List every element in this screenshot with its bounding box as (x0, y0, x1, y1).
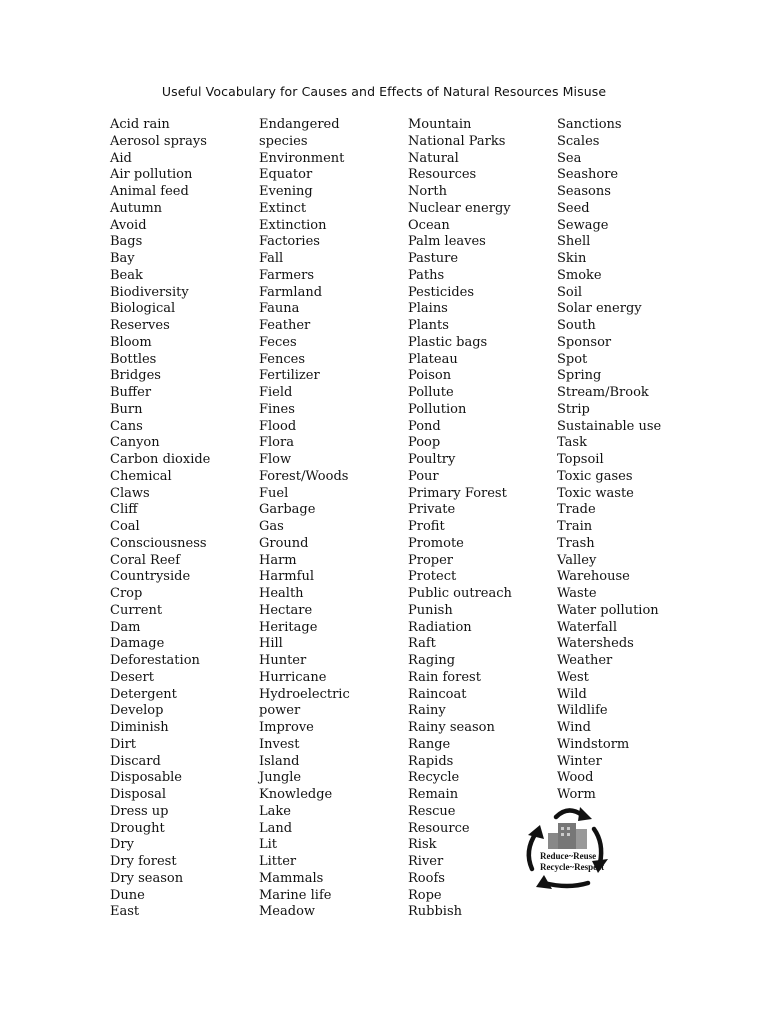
vocabulary-word: Health (259, 586, 304, 601)
vocabulary-word: Biological (110, 301, 176, 317)
vocabulary-word: Wildlife (557, 703, 608, 719)
vocabulary-word: Biodiversity (110, 284, 189, 300)
vocabulary-word: Raging (408, 653, 456, 668)
vocabulary-word: Promote (408, 535, 464, 551)
vocabulary-word: Mammals (259, 870, 324, 886)
vocabulary-word: Seasons (557, 184, 611, 199)
vocabulary-word: Improve (259, 720, 314, 735)
vocabulary-word: Garbage (259, 502, 316, 518)
vocabulary-word: Solar energy (557, 301, 642, 317)
vocabulary-word: Desert (110, 669, 154, 685)
vocabulary-word: South (557, 318, 596, 333)
vocabulary-word: National Parks (408, 133, 506, 149)
vocabulary-word: Task (557, 435, 587, 451)
vocabulary-word: Natural (408, 150, 459, 166)
vocabulary-word: Smoke (557, 267, 602, 283)
vocabulary-word: Seashore (557, 167, 619, 183)
vocabulary-word: Dirt (110, 736, 137, 752)
vocabulary-word: Dry (110, 837, 134, 853)
vocabulary-column-4 (557, 117, 661, 804)
vocabulary-word: Winter (557, 753, 602, 769)
vocabulary-word: Feather (259, 318, 311, 333)
vocabulary-word: Damage (110, 636, 165, 652)
vocabulary-word: Fertilizer (259, 368, 320, 384)
vocabulary-word: Mountain (408, 117, 472, 132)
vocabulary-word: Factories (259, 234, 320, 250)
vocabulary-word: Range (408, 736, 451, 752)
vocabulary-word: Waste (557, 586, 597, 601)
vocabulary-word: Plants (408, 318, 449, 333)
recycle-logo (518, 803, 618, 889)
vocabulary-word: Lake (259, 803, 291, 819)
vocabulary-word: Weather (557, 653, 613, 668)
vocabulary-word: Bags (110, 234, 143, 250)
vocabulary-word: Worm (557, 787, 596, 802)
vocabulary-word: Land (259, 820, 293, 836)
vocabulary-word: Knowledge (259, 787, 333, 802)
vocabulary-word: Endangered (259, 117, 340, 132)
vocabulary-word: Lit (259, 837, 278, 853)
vocabulary-word: River (408, 854, 444, 869)
vocabulary-word: Reserves (110, 318, 170, 333)
vocabulary-word: Extinct (259, 200, 307, 216)
vocabulary-word: Dam (110, 619, 141, 635)
vocabulary-word: Topsoil (557, 452, 604, 467)
vocabulary-word: Aid (110, 150, 132, 166)
vocabulary-word: species (259, 133, 308, 149)
vocabulary-word: Fauna (259, 301, 300, 317)
vocabulary-word: Watersheds (557, 636, 634, 652)
vocabulary-word: Crop (110, 586, 143, 601)
logo-text-line-2: Recycle~Respect (540, 862, 605, 872)
vocabulary-word: Remain (408, 787, 459, 802)
vocabulary-word: Recycle (408, 770, 460, 786)
vocabulary-word: Hurricane (259, 669, 327, 685)
vocabulary-word: Plastic bags (408, 334, 488, 350)
vocabulary-word: Aerosol sprays (110, 133, 207, 149)
vocabulary-word: Ground (259, 535, 309, 551)
vocabulary-word: Chemical (110, 468, 172, 484)
vocabulary-word: Flood (259, 418, 297, 434)
vocabulary-word: Hunter (259, 653, 307, 668)
vocabulary-word: Fines (259, 401, 295, 417)
vocabulary-word: Raft (408, 636, 436, 652)
vocabulary-word: Toxic gases (557, 468, 633, 484)
vocabulary-word: Public outreach (408, 586, 512, 601)
vocabulary-word: Water pollution (557, 602, 659, 618)
vocabulary-word: Seed (557, 200, 590, 216)
vocabulary-word: Poison (408, 368, 452, 384)
vocabulary-word: Acid rain (110, 117, 170, 132)
vocabulary-word: Feces (259, 334, 297, 350)
vocabulary-word: Pasture (408, 251, 459, 266)
vocabulary-word: Fences (259, 351, 306, 367)
vocabulary-word: Toxic waste (557, 485, 634, 501)
vocabulary-word: Autumn (110, 200, 163, 216)
vocabulary-word: Punish (408, 602, 453, 618)
page-title: Useful Vocabulary for Causes and Effects of Natural Resources Misuse (161, 84, 607, 99)
vocabulary-word: Gas (259, 519, 284, 534)
vocabulary-word: Train (557, 519, 593, 534)
vocabulary-word: Pollute (408, 385, 454, 400)
vocabulary-word: Rope (408, 887, 442, 903)
vocabulary-word: Rubbish (408, 904, 463, 920)
vocabulary-word: Island (259, 753, 300, 769)
vocabulary-word: Strip (557, 401, 590, 417)
vocabulary-word: Cliff (110, 502, 138, 518)
vocabulary-word: Pollution (408, 401, 467, 417)
vocabulary-word: Plateau (408, 351, 458, 367)
vocabulary-word: Litter (259, 854, 297, 869)
vocabulary-word: Primary Forest (408, 485, 507, 501)
vocabulary-word: Bay (110, 251, 135, 266)
vocabulary-word: Sewage (557, 217, 609, 233)
vocabulary-word: Sustainable use (557, 418, 662, 434)
vocabulary-word: Coral Reef (110, 552, 181, 568)
vocabulary-word: Disposal (110, 787, 166, 802)
vocabulary-word: Burn (110, 401, 143, 417)
vocabulary-word: Environment (259, 150, 345, 166)
vocabulary-word: Poop (408, 435, 441, 451)
vocabulary-word: Spot (557, 351, 588, 367)
vocabulary-word: Harm (259, 552, 297, 568)
vocabulary-word: Carbon dioxide (110, 452, 211, 467)
vocabulary-word: Windstorm (557, 736, 630, 752)
vocabulary-word: Paths (408, 267, 445, 283)
vocabulary-word: Warehouse (557, 569, 630, 585)
vocabulary-word: Drought (110, 820, 165, 836)
vocabulary-word: Jungle (259, 770, 302, 786)
vocabulary-word: Evening (259, 184, 313, 199)
vocabulary-word: East (110, 904, 140, 920)
city-buildings-icon (548, 823, 587, 849)
vocabulary-word: West (557, 669, 589, 685)
vocabulary-word: Pesticides (408, 284, 475, 300)
vocabulary-word: Field (259, 385, 293, 400)
vocabulary-word: Resources (408, 167, 477, 183)
vocabulary-word: Sea (557, 150, 582, 166)
vocabulary-word: Poultry (408, 452, 456, 467)
vocabulary-word: Fuel (259, 485, 289, 501)
vocabulary-word: Skin (557, 251, 587, 266)
vocabulary-word: Bridges (110, 368, 161, 384)
vocabulary-word: Diminish (110, 720, 169, 735)
vocabulary-word: Consciousness (110, 535, 207, 551)
vocabulary-word: Resource (408, 820, 470, 836)
vocabulary-word: Meadow (259, 904, 316, 920)
vocabulary-word: Scales (557, 133, 600, 149)
vocabulary-word: Bottles (110, 351, 157, 367)
vocabulary-word: Proper (408, 552, 454, 568)
vocabulary-word: Harmful (259, 569, 314, 585)
vocabulary-word: Rapids (408, 753, 454, 769)
vocabulary-word: Shell (557, 234, 591, 250)
vocabulary-word: Nuclear energy (408, 200, 511, 216)
vocabulary-word: Forest/Woods (259, 468, 349, 484)
vocabulary-word: Ocean (408, 217, 450, 233)
vocabulary-word: Claws (110, 485, 150, 501)
vocabulary-word: Radiation (408, 619, 472, 635)
vocabulary-word: Disposable (110, 770, 182, 786)
vocabulary-word: Roofs (408, 870, 445, 886)
vocabulary-word: Air pollution (110, 167, 193, 183)
vocabulary-word: Soil (557, 284, 583, 300)
vocabulary-word: Coal (110, 519, 140, 534)
vocabulary-word: Private (408, 502, 456, 518)
vocabulary-word: Palm leaves (408, 234, 486, 250)
vocabulary-word: Flow (259, 452, 292, 467)
vocabulary-word: Extinction (259, 217, 327, 233)
vocabulary-word: power (259, 703, 301, 719)
vocabulary-word: Pond (408, 418, 441, 434)
vocabulary-word: Hydroelectric (259, 686, 350, 702)
vocabulary-word: Detergent (110, 686, 177, 702)
vocabulary-word: Cans (110, 418, 143, 434)
vocabulary-word: North (408, 184, 448, 199)
vocabulary-word: Sponsor (557, 334, 612, 350)
vocabulary-word: Rescue (408, 803, 456, 819)
vocabulary-word: Deforestation (110, 653, 200, 668)
vocabulary-word: Risk (408, 837, 437, 853)
vocabulary-word: Develop (110, 703, 164, 719)
vocabulary-word: Rainy (408, 703, 446, 719)
vocabulary-word: Sanctions (557, 117, 622, 132)
vocabulary-word: Raincoat (408, 686, 467, 702)
vocabulary-column-3 (408, 117, 512, 921)
vocabulary-word: Wild (557, 686, 587, 702)
vocabulary-word: Farmers (259, 267, 315, 283)
vocabulary-word: Flora (259, 435, 294, 451)
vocabulary-word: Dress up (110, 803, 169, 819)
vocabulary-word: Wood (557, 770, 594, 786)
vocabulary-word: Trade (557, 502, 596, 518)
vocabulary-word: Discard (110, 753, 161, 769)
vocabulary-word: Protect (408, 569, 457, 585)
vocabulary-word: Buffer (110, 385, 152, 400)
vocabulary-word: Plains (408, 301, 448, 317)
vocabulary-word: Dry forest (110, 854, 177, 869)
vocabulary-word: Animal feed (110, 184, 189, 199)
vocabulary-word: Heritage (259, 619, 318, 635)
vocabulary-column-1 (110, 117, 210, 921)
vocabulary-word: Invest (259, 736, 300, 752)
vocabulary-word: Wind (557, 720, 591, 735)
vocabulary-word: Trash (557, 535, 595, 551)
vocabulary-word: Waterfall (557, 619, 617, 635)
vocabulary-word: Beak (110, 267, 143, 283)
vocabulary-word: Farmland (259, 284, 323, 300)
vocabulary-word: Stream/Brook (557, 385, 649, 400)
vocabulary-word: Equator (259, 167, 313, 183)
vocabulary-word: Canyon (110, 435, 160, 451)
logo-text-line-1: Reduce~Reuse (540, 851, 597, 861)
vocabulary-word: Dune (110, 887, 145, 903)
vocabulary-word: Valley (557, 552, 597, 568)
vocabulary-column-2 (259, 117, 350, 921)
vocabulary-word: Countryside (110, 569, 191, 585)
vocabulary-word: Fall (259, 251, 284, 266)
vocabulary-word: Rain forest (408, 669, 481, 685)
vocabulary-word: Rainy season (408, 720, 495, 735)
vocabulary-word: Profit (408, 519, 445, 534)
vocabulary-word: Pour (408, 468, 439, 484)
vocabulary-word: Hectare (259, 602, 313, 618)
vocabulary-word: Bloom (110, 334, 152, 350)
vocabulary-word: Spring (557, 368, 602, 384)
vocabulary-word: Marine life (259, 887, 332, 903)
vocabulary-word: Avoid (110, 217, 147, 233)
vocabulary-word: Dry season (110, 870, 184, 886)
vocabulary-word: Current (110, 602, 163, 618)
vocabulary-word: Hill (259, 636, 283, 652)
